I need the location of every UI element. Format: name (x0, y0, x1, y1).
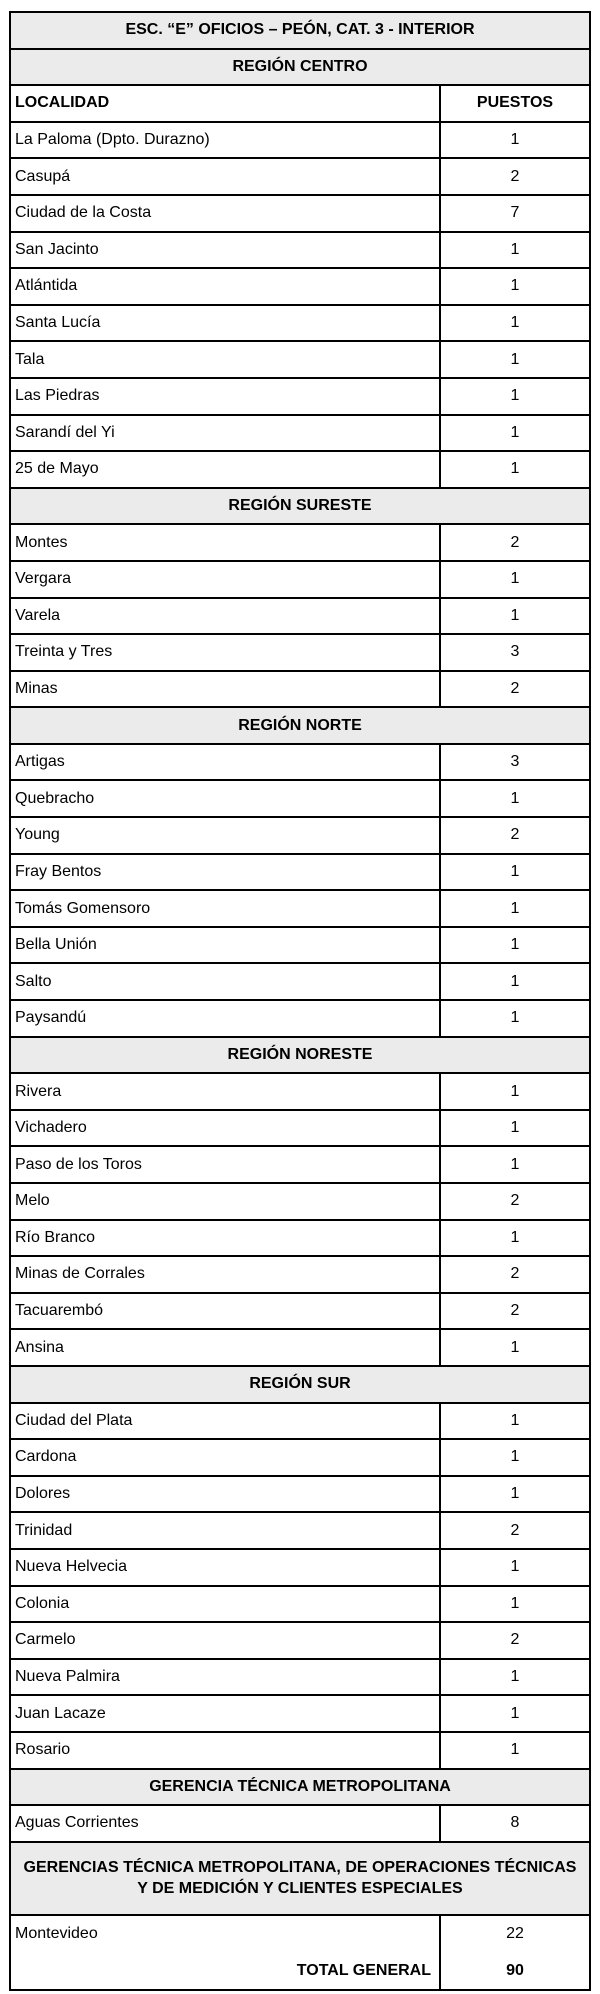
posts-cell: 1 (510, 789, 520, 807)
section-header-text: REGIÓN NORESTE (227, 1045, 373, 1063)
section-header-text: REGIÓN NORTE (238, 716, 362, 734)
posts-cell: 1 (510, 131, 520, 149)
table-row (11, 1330, 589, 1367)
table-row (11, 1916, 589, 1953)
locality-cell: San Jacinto (11, 233, 441, 268)
table-row (11, 745, 589, 782)
table-row (11, 1660, 589, 1697)
posts-cell: 1 (510, 936, 520, 954)
table-row (11, 416, 589, 453)
posts-cell: 2 (510, 1521, 520, 1539)
posts-cell: 3 (510, 753, 520, 771)
posts-cell: 1 (510, 387, 520, 405)
posts-cell: 1 (510, 1155, 520, 1173)
positions-table (9, 11, 591, 1991)
table-row (11, 123, 589, 160)
posts-cell: 1 (510, 1704, 520, 1722)
table-row (11, 452, 589, 489)
locality-cell: Ciudad del Plata (11, 1404, 441, 1439)
posts-cell: 1 (510, 862, 520, 880)
posts-cell: 1 (510, 1668, 520, 1686)
locality-cell: Nueva Helvecia (11, 1550, 441, 1585)
posts-cell: 1 (510, 899, 520, 917)
posts-cell: 2 (510, 679, 520, 697)
table-row (11, 1221, 589, 1258)
posts-cell: 1 (510, 423, 520, 441)
total-row (11, 1952, 589, 1989)
posts-cell: 1 (510, 240, 520, 258)
locality-cell: Melo (11, 1184, 441, 1219)
locality-cell: Ansina (11, 1330, 441, 1365)
posts-cell: 1 (510, 1411, 520, 1429)
posts-cell: 2 (510, 1302, 520, 1320)
table-row (11, 855, 589, 892)
table-row (11, 1513, 589, 1550)
locality-cell: Río Branco (11, 1221, 441, 1256)
table-row (11, 233, 589, 270)
table-row (11, 1074, 589, 1111)
locality-cell: Paysandú (11, 1001, 441, 1036)
table-row (11, 1623, 589, 1660)
table-row (11, 635, 589, 672)
section-header-text: REGIÓN SURESTE (228, 497, 372, 515)
locality-cell: Young (11, 818, 441, 853)
posts-cell: 2 (510, 1631, 520, 1649)
total-value: 90 (506, 1961, 524, 1979)
sections-container (11, 50, 589, 1953)
total-label: TOTAL GENERAL (11, 1952, 441, 1989)
locality-cell: Trinidad (11, 1513, 441, 1548)
posts-cell: 2 (510, 1192, 520, 1210)
table-row (11, 1696, 589, 1733)
posts-cell: 8 (510, 1814, 520, 1832)
section-header (11, 1770, 589, 1807)
locality-cell: 25 de Mayo (11, 452, 441, 487)
section-header-text: REGIÓN CENTRO (232, 57, 368, 75)
table-title-text: ESC. “E” OFICIOS – PEÓN, CAT. 3 - INTERIOR (125, 21, 475, 39)
locality-cell: Artigas (11, 745, 441, 780)
locality-cell: Paso de los Toros (11, 1147, 441, 1182)
table-row (11, 964, 589, 1001)
locality-cell: Montes (11, 525, 441, 560)
posts-cell: 22 (506, 1925, 524, 1943)
posts-cell: 1 (510, 1228, 520, 1246)
locality-cell: Casupá (11, 159, 441, 194)
posts-cell: 1 (510, 314, 520, 332)
table-row (11, 525, 589, 562)
locality-cell: Minas de Corrales (11, 1257, 441, 1292)
posts-cell: 1 (510, 1009, 520, 1027)
section-header (11, 1843, 589, 1916)
table-row (11, 269, 589, 306)
locality-cell: Aguas Corrientes (11, 1806, 441, 1841)
table-row (11, 1294, 589, 1331)
posts-cell: 1 (510, 350, 520, 368)
locality-cell: La Paloma (Dpto. Durazno) (11, 123, 441, 158)
section-header (11, 50, 589, 87)
table-row (11, 1587, 589, 1624)
posts-cell: 1 (510, 1448, 520, 1466)
locality-cell: Vergara (11, 562, 441, 597)
locality-cell: Rivera (11, 1074, 441, 1109)
table-row (11, 599, 589, 636)
section-header (11, 708, 589, 745)
locality-cell: Fray Bentos (11, 855, 441, 890)
posts-cell: 1 (510, 1082, 520, 1100)
posts-cell: 1 (510, 1594, 520, 1612)
table-row (11, 928, 589, 965)
posts-cell: 1 (510, 570, 520, 588)
table-row (11, 1440, 589, 1477)
table-row (11, 1550, 589, 1587)
posts-cell: 1 (510, 1338, 520, 1356)
locality-cell: Quebracho (11, 781, 441, 816)
posts-cell: 2 (510, 826, 520, 844)
table-row (11, 1733, 589, 1770)
locality-cell: Santa Lucía (11, 306, 441, 341)
column-header-locality: LOCALIDAD (11, 86, 441, 121)
table-title (11, 13, 589, 50)
posts-cell: 2 (510, 1265, 520, 1283)
locality-cell: Atlántida (11, 269, 441, 304)
locality-cell: Rosario (11, 1733, 441, 1768)
posts-cell: 3 (510, 643, 520, 661)
table-row (11, 1147, 589, 1184)
posts-cell: 1 (510, 277, 520, 295)
column-header-posts: PUESTOS (476, 94, 554, 112)
posts-cell: 1 (510, 1741, 520, 1759)
section-header-line: GERENCIAS TÉCNICA METROPOLITANA, DE OPERACIONES TÉCNICAS (23, 1859, 577, 1877)
locality-cell: Las Piedras (11, 379, 441, 414)
table-row (11, 196, 589, 233)
locality-cell: Carmelo (11, 1623, 441, 1658)
column-header-row (11, 86, 589, 123)
locality-cell: Salto (11, 964, 441, 999)
locality-cell: Tacuarembó (11, 1294, 441, 1329)
table-row (11, 159, 589, 196)
table-row (11, 1806, 589, 1843)
table-row (11, 1001, 589, 1038)
locality-cell: Treinta y Tres (11, 635, 441, 670)
table-row (11, 672, 589, 709)
table-row (11, 1257, 589, 1294)
posts-cell: 1 (510, 606, 520, 624)
locality-cell: Bella Unión (11, 928, 441, 963)
table-row (11, 306, 589, 343)
table-row (11, 1477, 589, 1514)
section-header (11, 1038, 589, 1075)
locality-cell: Vichadero (11, 1111, 441, 1146)
posts-cell: 1 (510, 1558, 520, 1576)
locality-cell: Tala (11, 342, 441, 377)
section-header-line: Y DE MEDICIÓN Y CLIENTES ESPECIALES (137, 1880, 463, 1898)
section-header-text: GERENCIA TÉCNICA METROPOLITANA (149, 1777, 451, 1795)
section-header-text: REGIÓN SUR (249, 1375, 351, 1393)
posts-cell: 1 (510, 460, 520, 478)
posts-cell: 2 (510, 533, 520, 551)
table-row (11, 781, 589, 818)
locality-cell: Cardona (11, 1440, 441, 1475)
table-row (11, 1404, 589, 1441)
locality-cell: Montevideo (11, 1916, 441, 1953)
section-header (11, 489, 589, 526)
locality-cell: Sarandí del Yi (11, 416, 441, 451)
locality-cell: Tomás Gomensoro (11, 891, 441, 926)
table-row (11, 1111, 589, 1148)
posts-cell: 2 (510, 167, 520, 185)
table-row (11, 379, 589, 416)
posts-cell: 1 (510, 1485, 520, 1503)
posts-cell: 1 (510, 972, 520, 990)
locality-cell: Ciudad de la Costa (11, 196, 441, 231)
locality-cell: Varela (11, 599, 441, 634)
locality-cell: Dolores (11, 1477, 441, 1512)
table-row (11, 891, 589, 928)
table-row (11, 342, 589, 379)
section-header (11, 1367, 589, 1404)
posts-cell: 7 (510, 204, 520, 222)
locality-cell: Colonia (11, 1587, 441, 1622)
locality-cell: Juan Lacaze (11, 1696, 441, 1731)
table-row (11, 1184, 589, 1221)
posts-cell: 1 (510, 1119, 520, 1137)
table-row (11, 562, 589, 599)
table-row (11, 818, 589, 855)
locality-cell: Minas (11, 672, 441, 707)
locality-cell: Nueva Palmira (11, 1660, 441, 1695)
